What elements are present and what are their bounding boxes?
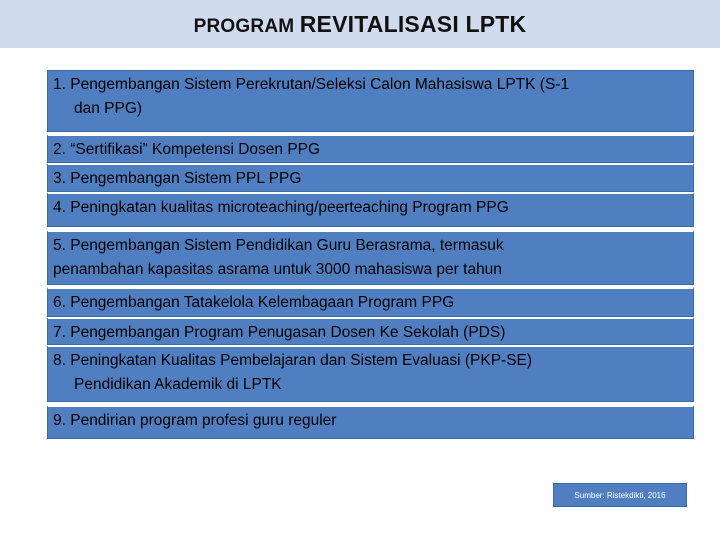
list-item <box>47 70 694 132</box>
list-item <box>47 317 694 345</box>
title-part-1: PROGRAM <box>193 15 300 37</box>
list-item <box>47 345 694 402</box>
item-text-line1: 8. Peningkatan Kualitas Pembelajaran dan Sistem Evaluasi (PKP-SE) <box>53 352 533 369</box>
item-text-line1: 4. Peningkatan kualitas microteaching/peerteaching Program PPG <box>53 199 509 216</box>
item-text-line2: dan PPG) <box>74 100 143 117</box>
list-item <box>47 230 694 285</box>
source-note: Sumber: Ristekdikti, 2016 <box>553 483 687 507</box>
item-text-line1: 3. Pengembangan Sistem PPL PPG <box>53 170 302 187</box>
item-text-line1: 9. Pendirian program profesi guru reguler <box>53 412 337 429</box>
item-text-line1: 1. Pengembangan Sistem Perekrutan/Seleksi Calon Mahasiswa LPTK (S-1 <box>53 76 570 93</box>
item-text-line2: penambahan kapasitas asrama untuk 3000 mahasiswa per tahun <box>53 261 502 278</box>
item-text-line1: 6. Pengembangan Tatakelola Kelembagaan Program PPG <box>53 294 455 311</box>
title-bar <box>0 0 720 48</box>
page-title <box>194 11 527 38</box>
item-text-line1: 2. “Sertifikasi” Kompetensi Dosen PPG <box>53 141 321 158</box>
list-item <box>47 192 694 227</box>
list-item <box>47 134 694 163</box>
list-item <box>47 287 694 317</box>
item-text-line2: Pendidikan Akademik di LPTK <box>74 376 282 393</box>
item-text-line1: 7. Pengembangan Program Penugasan Dosen Ke Sekolah (PDS) <box>53 324 506 341</box>
item-text-line1: 5. Pengembangan Sistem Pendidikan Guru Berasrama, termasuk <box>53 237 504 254</box>
title-part-2: REVITALISASI LPTK <box>299 10 527 37</box>
list-item <box>47 405 694 439</box>
list-item <box>47 163 694 192</box>
